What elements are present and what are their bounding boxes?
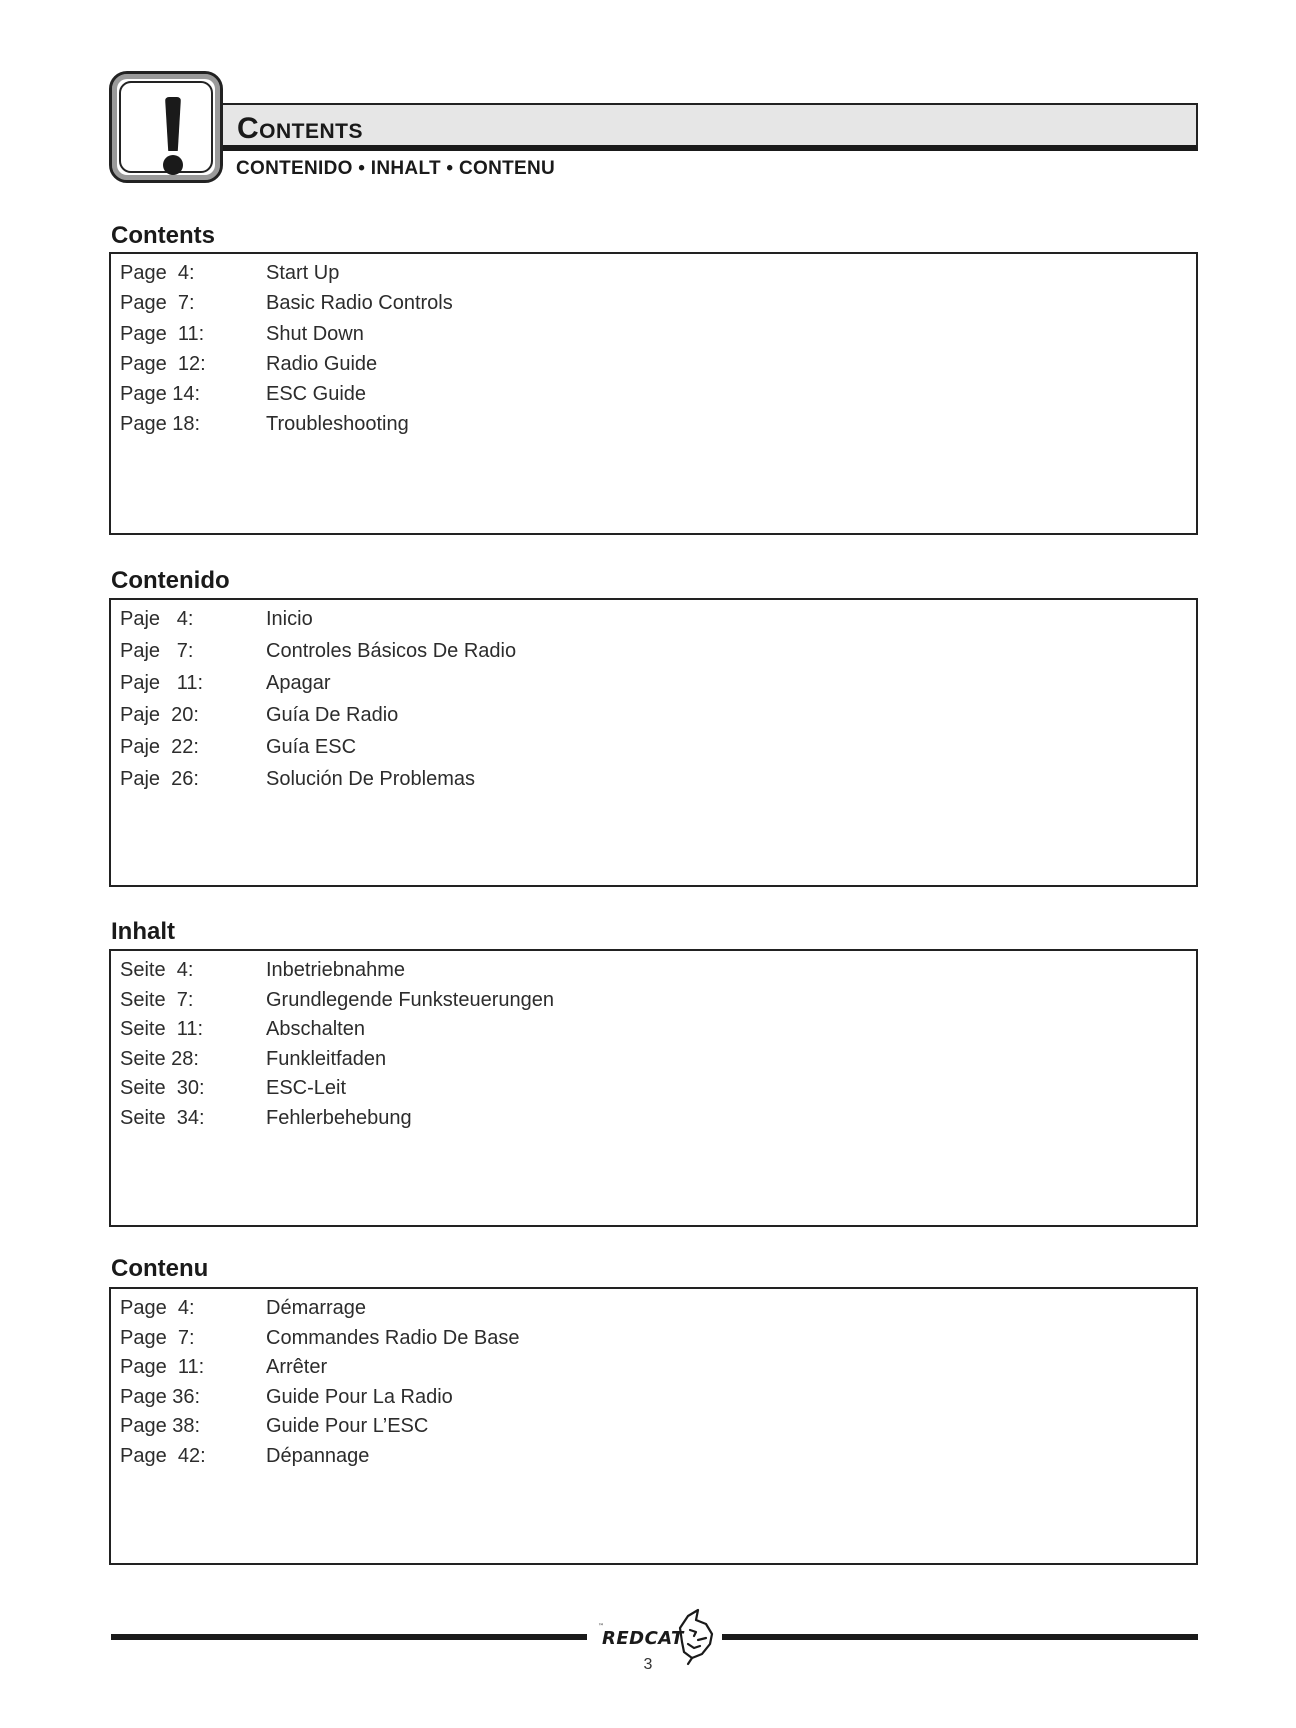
toc-row xyxy=(111,345,1196,375)
toc-row xyxy=(111,632,1196,664)
page-title: Contents xyxy=(237,112,363,145)
toc-row xyxy=(111,405,1196,435)
brand-wordmark: REDCAT xyxy=(602,1628,684,1649)
toc-title: Commandes Radio De Base xyxy=(266,1326,520,1349)
toc-box-english xyxy=(109,252,1198,535)
toc-page: Seite 7: xyxy=(120,988,194,1011)
toc-title: Inicio xyxy=(266,608,313,630)
toc-page: Seite 34: xyxy=(120,1106,205,1129)
toc-row xyxy=(111,315,1196,345)
toc-row xyxy=(111,951,1196,981)
toc-row xyxy=(111,1069,1196,1099)
toc-page: Seite 4: xyxy=(120,959,194,981)
toc-page: Seite 11: xyxy=(120,1018,204,1041)
toc-page: Paje 11: xyxy=(120,672,204,694)
section-heading-german: Inhalt xyxy=(111,918,175,945)
toc-title: Funkleitfaden xyxy=(266,1047,387,1070)
toc-page: Page 42: xyxy=(120,1444,206,1467)
toc-title: Grundlegende Funksteuerungen xyxy=(266,988,554,1011)
trademark-mark: ™ xyxy=(598,1623,604,1630)
toc-row xyxy=(111,375,1196,405)
toc-box-spanish xyxy=(109,598,1198,887)
toc-row xyxy=(111,1348,1196,1378)
toc-row xyxy=(111,1378,1196,1408)
toc-page: Page 7: xyxy=(120,1326,195,1349)
toc-title: ESC Guide xyxy=(266,383,367,406)
toc-page: Paje 20: xyxy=(120,704,199,726)
toc-title: Guía De Radio xyxy=(266,704,399,726)
toc-title: Démarrage xyxy=(266,1297,367,1319)
toc-page: Seite 28: xyxy=(120,1047,199,1070)
toc-row xyxy=(111,728,1196,760)
toc-title: Guía ESC xyxy=(266,736,357,758)
toc-page: Page 4: xyxy=(120,262,195,284)
toc-page: Page 36: xyxy=(120,1385,201,1408)
toc-page: Page 11: xyxy=(120,1356,205,1379)
toc-row xyxy=(111,254,1196,284)
toc-title: Guide Pour La Radio xyxy=(266,1385,453,1408)
toc-page: Paje 22: xyxy=(120,736,199,758)
toc-row xyxy=(111,1319,1196,1349)
toc-row xyxy=(111,1407,1196,1437)
page-number: 3 xyxy=(643,1656,653,1673)
toc-row xyxy=(111,981,1196,1011)
toc-row xyxy=(111,600,1196,632)
footer-rule-left xyxy=(111,1634,587,1640)
toc-title: Solución De Problemas xyxy=(266,768,475,790)
exclamation-icon xyxy=(109,71,223,183)
toc-page: Page 14: xyxy=(120,383,201,406)
toc-title: Basic Radio Controls xyxy=(266,292,453,315)
toc-row xyxy=(111,664,1196,696)
toc-row xyxy=(111,284,1196,314)
toc-title: Apagar xyxy=(266,672,331,694)
toc-page: Page 18: xyxy=(120,413,201,436)
toc-title: Radio Guide xyxy=(266,352,378,375)
toc-row xyxy=(111,1437,1196,1467)
footer-rule-right xyxy=(722,1634,1198,1640)
toc-title: Abschalten xyxy=(266,1018,365,1041)
toc-box-german xyxy=(109,949,1198,1227)
toc-title: Controles Básicos De Radio xyxy=(266,640,517,662)
title-banner xyxy=(223,103,1198,151)
toc-page: Page 7: xyxy=(120,292,195,315)
toc-title: Dépannage xyxy=(266,1444,370,1467)
toc-page: Paje 7: xyxy=(120,640,194,662)
toc-row xyxy=(111,760,1196,792)
toc-title: Shut Down xyxy=(266,322,364,345)
toc-title: Start Up xyxy=(266,262,340,284)
toc-row xyxy=(111,696,1196,728)
page-subtitle: CONTENIDO • INHALT • CONTENU xyxy=(236,158,556,179)
toc-box-french xyxy=(109,1287,1198,1565)
section-heading-spanish: Contenido xyxy=(111,567,230,594)
toc-row xyxy=(111,1010,1196,1040)
section-heading-french: Contenu xyxy=(111,1255,209,1282)
toc-row xyxy=(111,1040,1196,1070)
toc-title: Fehlerbehebung xyxy=(266,1106,412,1129)
toc-page: Paje 26: xyxy=(120,768,199,790)
toc-page: Seite 30: xyxy=(120,1077,205,1100)
toc-page: Page 12: xyxy=(120,352,206,375)
toc-page: Page 38: xyxy=(120,1415,201,1438)
toc-page: Page 4: xyxy=(120,1297,195,1319)
toc-title: Troubleshooting xyxy=(266,413,409,436)
toc-page: Paje 4: xyxy=(120,608,194,630)
toc-title: Guide Pour L’ESC xyxy=(266,1415,429,1438)
toc-row xyxy=(111,1099,1196,1129)
section-heading-english: Contents xyxy=(111,222,215,249)
toc-title: Inbetriebnahme xyxy=(266,959,405,981)
toc-title: Arrêter xyxy=(266,1356,328,1379)
toc-page: Page 11: xyxy=(120,322,205,345)
toc-title: ESC-Leit xyxy=(266,1077,347,1100)
toc-row xyxy=(111,1289,1196,1319)
